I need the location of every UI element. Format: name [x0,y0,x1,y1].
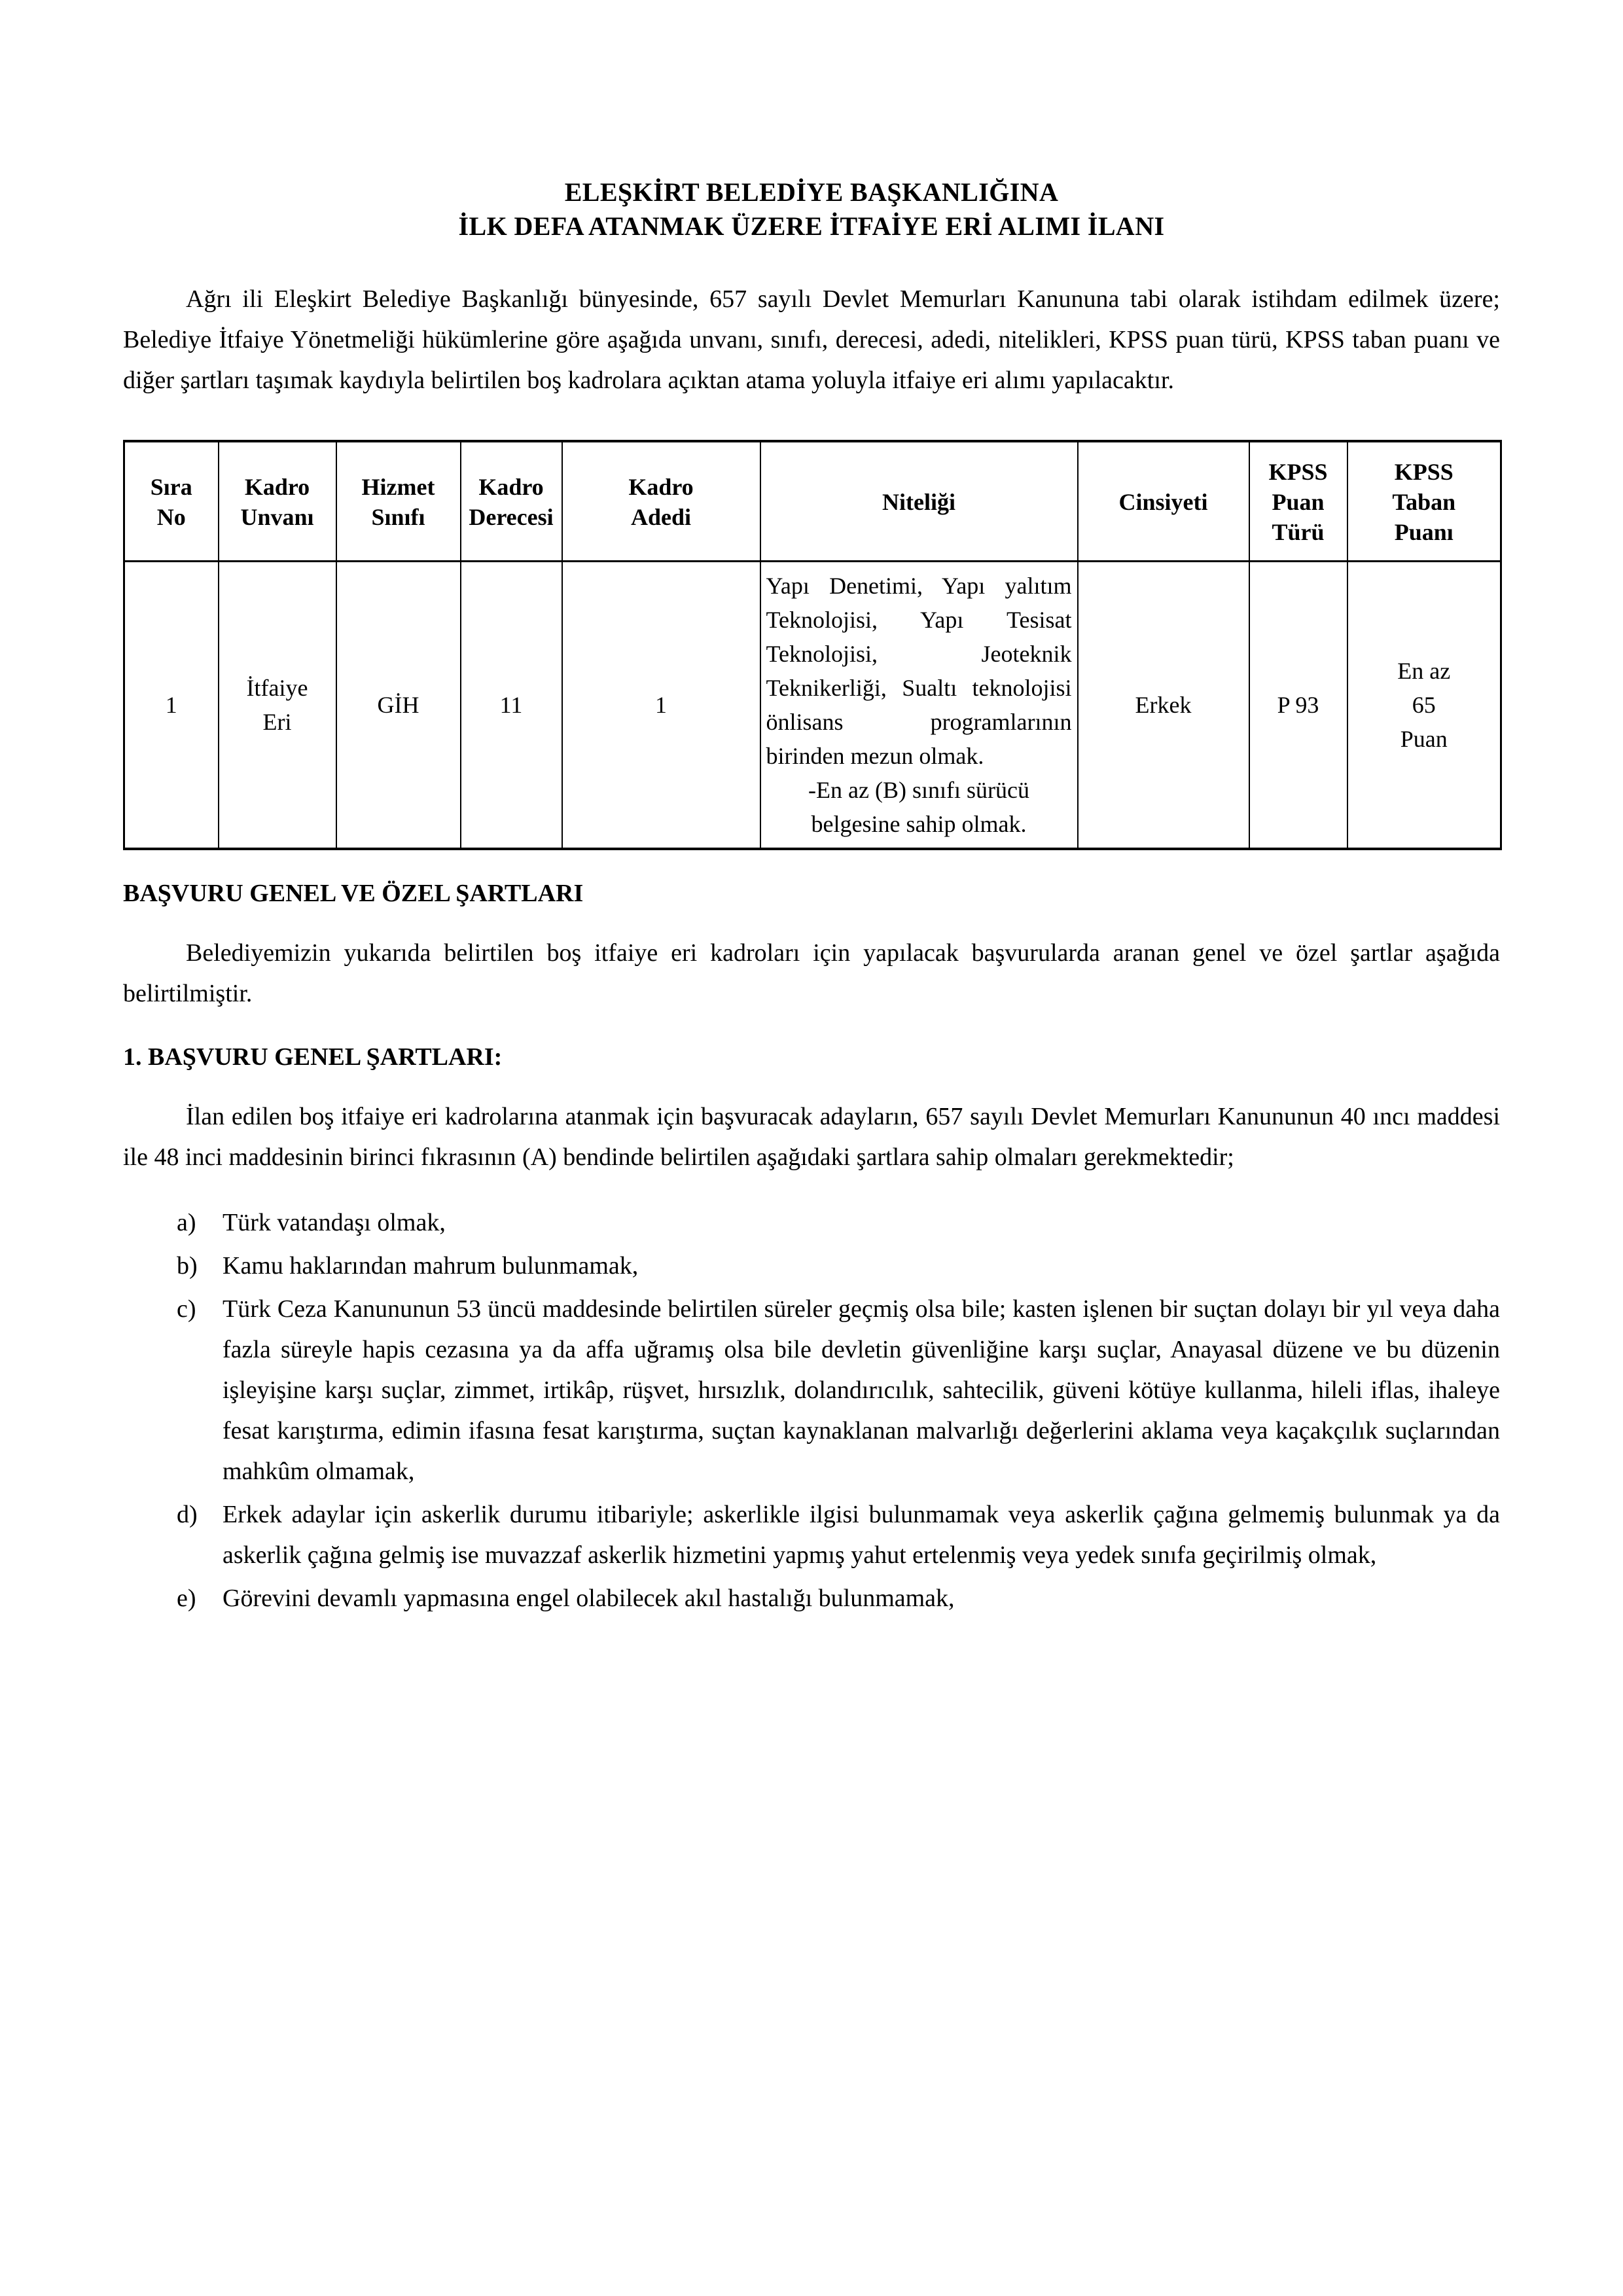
header-kpss-taban-puani-line3: Puanı [1394,519,1454,545]
cell-kpss-taban-puani-line3: Puan [1400,726,1448,752]
header-sira-no [124,441,219,562]
list-item [123,1246,1500,1286]
list-item-marker: c) [177,1295,196,1323]
cell-cinsiyeti: Erkek [1078,562,1249,850]
header-kadro-adedi-line1: Kadro [628,474,694,500]
paragraph-basvuru-sartlari: Belediyemizin yukarıda belirtilen boş itfaiye eri kadroları için yapılacak başvurularda aranan genel ve özel şartlar aşağıda belirtilmiştir. [123,939,1500,1007]
cell-niteligi-paragraph-1: Yapı Denetimi, Yapı yalıtım Teknolojisi, Yapı Tesisat Teknolojisi, Jeoteknik Teknikerliği, Sualtı teknolojisi önlisans programlarının birinden mezun olmak. [766,573,1072,769]
header-kadro-adedi-line2: Adedi [630,504,692,530]
list-item-text: Kamu haklarından mahrum bulunmamak, [223,1252,639,1280]
header-kadro-unvani [219,441,336,562]
list-item-marker: a) [177,1209,196,1236]
list-item-text: Erkek adaylar için askerlik durumu itibariyle; askerlikle ilgisi bulunmamak veya askerlik çağına gelmemiş bulunmak ya da askerlik çağına gelmiş ise muvazzaf askerlik hizmetini yapmış yahut ertelenmiş veya yedek sınıfa geçirilmiş olmak, [223,1501,1500,1569]
list-item-marker: e) [177,1585,196,1612]
table-row [124,562,1501,850]
list-item-marker: b) [177,1252,198,1280]
list-item [123,1578,1500,1619]
cell-kpss-taban-puani-line2: 65 [1412,692,1436,718]
list-item-text: Türk vatandaşı olmak, [223,1209,446,1236]
title-line-2: İLK DEFA ATANMAK ÜZERE İTFAİYE ERİ ALIMI İLANI [458,211,1165,241]
page-title [123,175,1500,243]
list-item [123,1289,1500,1492]
cell-sira-no: 1 [124,562,219,850]
heading-basvuru-genel-ve-ozel-sartlari: BAŞVURU GENEL VE ÖZEL ŞARTLARI [123,880,584,907]
header-kpss-puan-turu-line3: Türü [1272,519,1325,545]
cell-kpss-taban-puani [1347,562,1501,850]
cell-kadro-unvani [219,562,336,850]
header-hizmet-sinifi-line1: Hizmet [361,474,435,500]
cell-kadro-derecesi: 11 [461,562,562,850]
header-kpss-puan-turu-line2: Puan [1272,489,1325,515]
header-kpss-taban-puani [1347,441,1501,562]
header-kadro-derecesi [461,441,562,562]
cell-kadro-unvani-line2: Eri [262,709,292,735]
kadro-table [123,440,1502,850]
cell-kpss-taban-puani-line1: En az [1397,658,1451,684]
title-line-1: ELEŞKİRT BELEDİYE BAŞKANLIĞINA [564,177,1059,207]
cell-niteligi-paragraph-2: -En az (B) sınıfı sürücü belgesine sahip olmak. [808,777,1029,837]
cell-hizmet-sinifi: GİH [336,562,461,850]
header-kadro-adedi [562,441,760,562]
table-header-row [124,441,1501,562]
list-item-text: Türk Ceza Kanununun 53 üncü maddesinde belirtilen süreler geçmiş olsa bile; kasten işlenen bir suçtan dolayı bir yıl veya daha fazla süreyle hapis cezasına ya da affa uğramış olsa bile devletin güvenliğine karşı suçlar, Anayasal düzene ve bu düzenin işleyişine karşı suçlar, zimmet, irtikâp, rüşvet, hırsızlık, dolandırıcılık, sahtecilik, güveni kötüye kullanma, hileli iflas, ihaleye fesat karıştırma, edimin ifasına fesat karıştırma, suçtan kaynaklanan malvarlığı değerlerini aklama veya kaçakçılık suçlarından mahkûm olmamak, [223,1295,1500,1485]
heading-basvuru-genel-sartlari: 1. BAŞVURU GENEL ŞARTLARI: [123,1043,503,1071]
header-kpss-puan-turu-line1: KPSS [1268,459,1328,485]
header-kadro-unvani-line2: Unvanı [240,504,314,530]
intro-paragraph: Ağrı ili Eleşkirt Belediye Başkanlığı bünyesinde, 657 sayılı Devlet Memurları Kanununa tabi olarak istihdam edilmek üzere; Belediye İtfaiye Yönetmeliği hükümlerine göre aşağıda unvanı, sınıfı, derecesi, adedi, nitelikleri, KPSS puan türü, KPSS taban puanı ve diğer şartları taşımak kaydıyla belirtilen boş kadrolara açıktan atama yoluyla itfaiye eri alımı yapılacaktır. [123,285,1500,394]
header-kpss-taban-puani-line2: Taban [1392,489,1456,515]
header-kpss-taban-puani-line1: KPSS [1394,459,1454,485]
header-kadro-unvani-line1: Kadro [244,474,310,500]
header-kpss-puan-turu [1249,441,1347,562]
header-sira-no-line1: Sıra [150,474,192,500]
cell-kadro-unvani-line1: İtfaiye [246,675,308,701]
cell-kadro-adedi: 1 [562,562,760,850]
header-niteligi: Niteliği [760,441,1078,562]
header-kadro-derecesi-line2: Derecesi [469,504,554,530]
header-kadro-derecesi-line1: Kadro [478,474,544,500]
paragraph-genel-sartlar: İlan edilen boş itfaiye eri kadrolarına atanmak için başvuracak adayların, 657 sayılı Devlet Memurları Kanununun 40 ıncı maddesi ile 48 inci maddesinin birinci fıkrasının (A) bendinde belirtilen aşağıdaki şartlara sahip olmaları gerekmektedir; [123,1103,1500,1171]
conditions-list [123,1202,1500,1619]
header-hizmet-sinifi-line2: Sınıfı [371,504,425,530]
list-item [123,1202,1500,1243]
list-item [123,1494,1500,1575]
list-item-text: Görevini devamlı yapmasına engel olabilecek akıl hastalığı bulunmamak, [223,1585,955,1612]
header-cinsiyeti: Cinsiyeti [1078,441,1249,562]
cell-niteligi [760,562,1078,850]
list-item-marker: d) [177,1501,198,1528]
cell-kpss-puan-turu: P 93 [1249,562,1347,850]
header-hizmet-sinifi [336,441,461,562]
header-sira-no-line2: No [156,504,186,530]
